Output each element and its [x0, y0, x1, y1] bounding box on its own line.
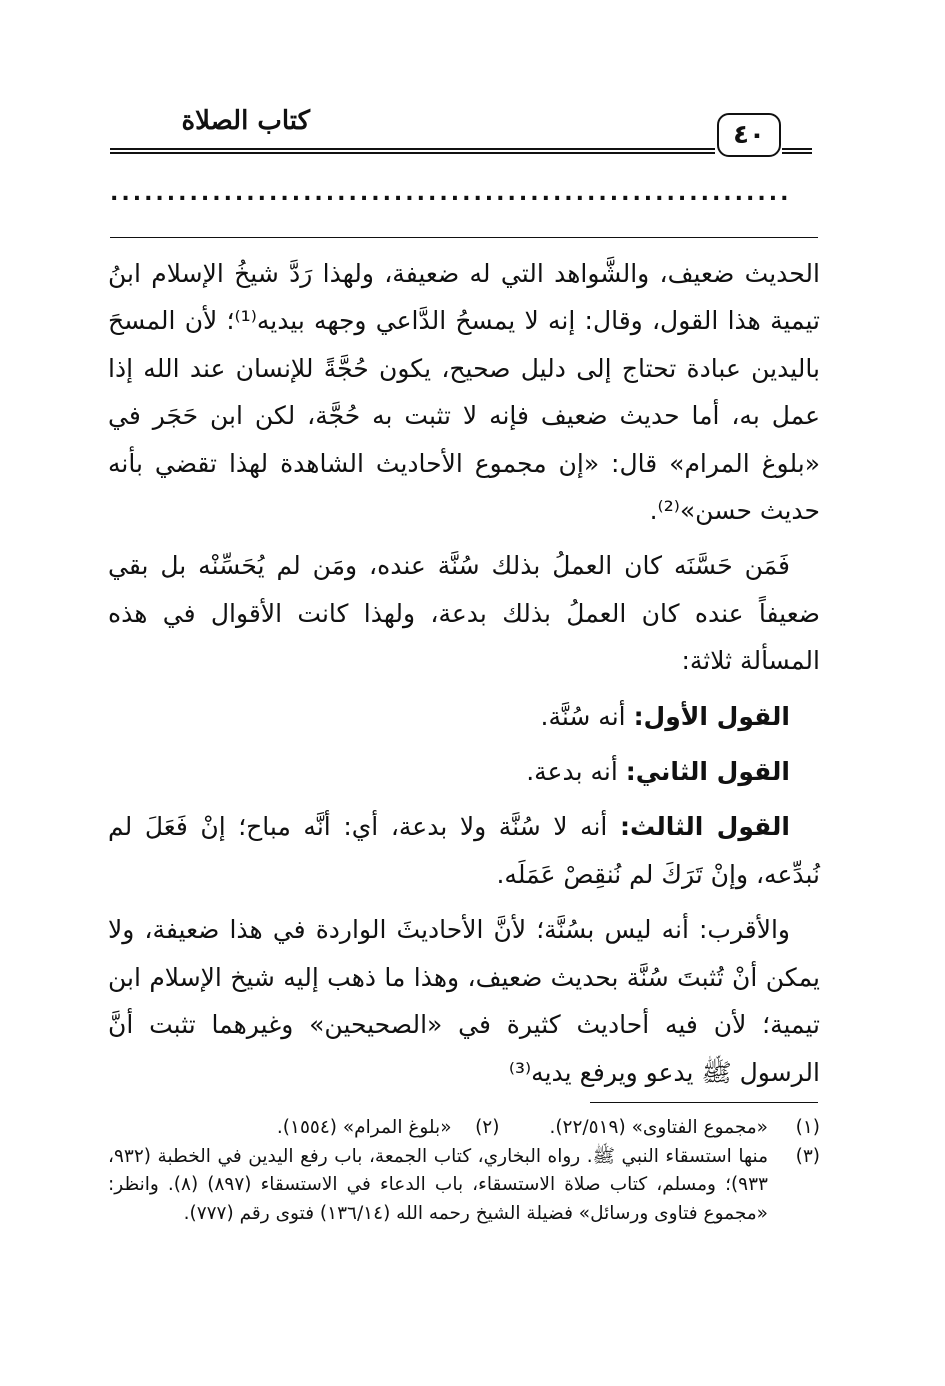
footnote-1-number: (١) [795, 1117, 820, 1138]
paragraph-1: الحديث ضعيف، والشَّواهد التي له ضعيفة، ولهذا رَدَّ شيخُ الإسلام ابنُ تيمية هذا القول، وقال: إنه لا يمسحُ الدَّاعي وجهه بيديه⁽¹⁾؛ لأن المسحَ باليدين عبادة تحتاج إلى دليل صحيح، يكون حُجَّةً للإنسان عند الله إذا عمل به، أما حديث ضعيف فإنه لا تثبت به حُجَّة، لكن ابن حَجَر في «بلوغ المرام» قال: «إن مجموع الأحاديث الشاهدة لهذا تقضي بأنه حديث حسن»⁽²⁾. [108, 259, 820, 526]
header-double-rule-left [782, 148, 812, 154]
opinion-2-text: أنه بدعة. [526, 757, 626, 787]
footnote-1-text: «مجموع الفتاوى» (٢٢/٥١٩). [549, 1117, 768, 1138]
opinion-1-text: أنه سُنَّة. [540, 701, 634, 731]
opinion-2-label: القول الثاني: [625, 757, 790, 787]
opinion-3-text: أنه لا سُنَّة ولا بدعة، أي: أنَّه مباح؛ إنْ فَعَلَ لم نُبدِّعه، وإنْ تَرَكَ لم نُنقِصْ عَمَلَه. [108, 812, 820, 889]
footnote-2-text: «بلوغ المرام» (١٥٥٤). [276, 1117, 452, 1138]
footnotes [108, 1114, 820, 1228]
opinion-2 [108, 748, 820, 795]
footnote-3 [108, 1143, 820, 1229]
footnote-1-2 [108, 1114, 820, 1143]
text-top-rule [110, 237, 818, 238]
footnote-rule [590, 1102, 818, 1103]
main-text [108, 250, 820, 1096]
page-number: ٤٠ [717, 113, 781, 157]
opinion-3 [108, 803, 820, 898]
footnote-3-number: (٣) [795, 1145, 820, 1167]
dotted-separator: ............................................................ [110, 184, 792, 204]
opinion-1-label: القول الأول: [633, 701, 790, 731]
footnote-2-number: (٢) [475, 1117, 500, 1138]
running-title: كتاب الصلاة [181, 106, 310, 136]
opinion-3-label: القول الثالث: [619, 812, 790, 842]
paragraph-3: والأقرب: أنه ليس بسُنَّة؛ لأنَّ الأحاديثَ الواردة في هذا ضعيفة، ولا يمكن أنْ تُثبتَ سُنَّة بحديث ضعيف، وهذا ما ذهب إليه شيخ الإسلام ابن تيمية؛ لأن فيه أحاديث كثيرة في «الصحيحين» وغيرهما تثبت أنَّ الرسول ﷺ يدعو ويرفع يديه⁽³⁾ [108, 915, 820, 1087]
header-double-rule-right [110, 148, 715, 154]
footnote-3-text: منها استسقاء النبي ﷺ. رواه البخاري، كتاب الجمعة، باب رفع اليدين في الخطبة (٩٣٢، ٩٣٣)؛ ومسلم، كتاب صلاة الاستسقاء، باب الدعاء في الاستسقاء (٨٩٧) (٨). وانظر: «مجموع فتاوى ورسائل» فضيلة الشيخ رحمه الله (١٣٦/١٤) فتوى رقم (٧٧٧). [108, 1145, 768, 1224]
opinion-1 [108, 693, 820, 740]
paragraph-2: فَمَن حَسَّنَه كان العملُ بذلك سُنَّة عنده، ومَن لم يُحَسِّنْه بل بقي ضعيفاً عنده كان العملُ بذلك بدعة، ولهذا كانت الأقوال في هذه المسألة ثلاثة: [108, 551, 820, 676]
